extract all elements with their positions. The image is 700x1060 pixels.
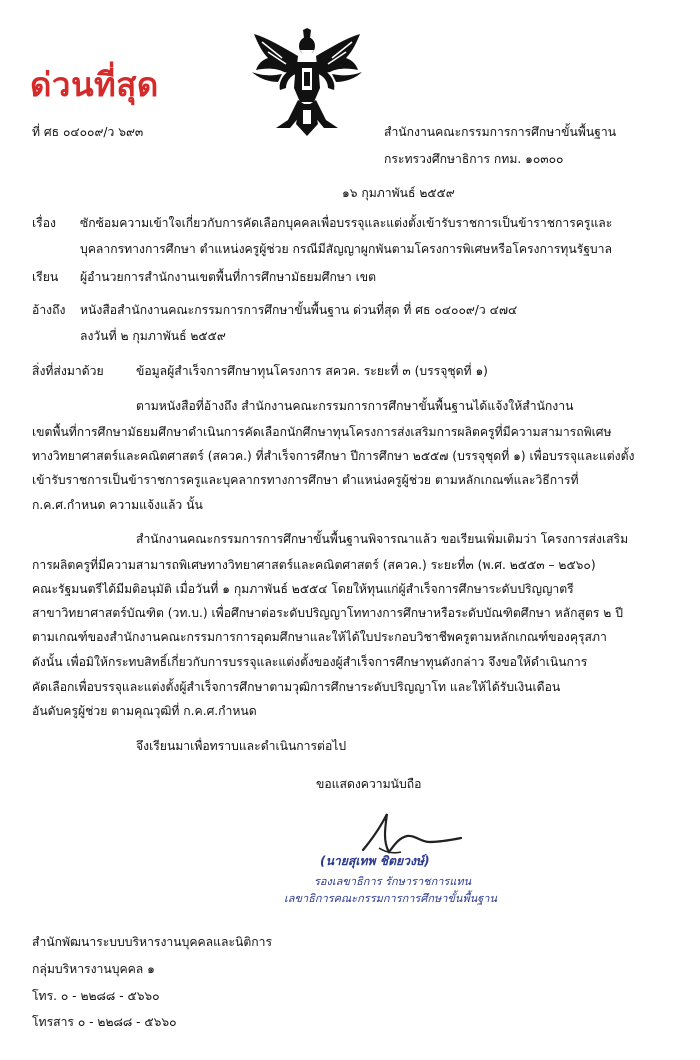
reference-number: ที่ ศธ ๐๔๐๐๙/ว ๖๙๓ bbox=[32, 125, 144, 139]
garuda-emblem-icon bbox=[248, 28, 366, 140]
office-address: กระทรวงศึกษาธิการ กทม. ๑๐๓๐๐ bbox=[384, 152, 564, 166]
subject-label: เรื่อง bbox=[32, 216, 56, 230]
office-name: สำนักงานคณะกรรมการการศึกษาขั้นพื้นฐาน bbox=[384, 125, 617, 139]
paragraph-2-line: การผลิตครูที่มีความสามารถพิเศษทางวิทยาศาสตร์และคณิตศาสตร์ (สควค.) ระยะที่๓ (พ.ศ. ๒๕๕๓ – ๒๕๖๐) bbox=[32, 558, 596, 572]
addressee-label: เรียน bbox=[32, 270, 59, 284]
paragraph-2-line: ดังนั้น เพื่อมิให้กระทบสิทธิ์เกี่ยวกับการบรรจุและแต่งตั้งของผู้สำเร็จการศึกษาทุนดังกล่าว จึงขอให้ดำเนินการ bbox=[32, 655, 588, 669]
paragraph-2-line: อันดับครูผู้ช่วย ตามคุณวุฒิที่ ก.ค.ศ.กำหนด bbox=[32, 704, 257, 718]
footer-fax: โทรสาร ๐ - ๒๒๘๘ - ๕๖๖๐ bbox=[32, 1015, 177, 1029]
subject-line-1: ซักซ้อมความเข้าใจเกี่ยวกับการคัดเลือกบุคคลเพื่อบรรจุและแต่งตั้งเข้ารับราชการเป็นข้าราชการครูและ bbox=[80, 216, 613, 230]
reference-line-2: ลงวันที่ ๒ กุมภาพันธ์ ๒๕๕๙ bbox=[80, 329, 226, 343]
paragraph-1-line: ทางวิทยาศาสตร์และคณิตศาสตร์ (สควค.) ที่สำเร็จการศึกษา ปีการศึกษา ๒๕๕๗ (บรรจุชุดที่ ๑) เพื่อบรรจุและแต่งตั้ง bbox=[32, 449, 635, 463]
footer-telephone: โทร. ๐ - ๒๒๘๘ - ๕๖๖๐ bbox=[32, 989, 160, 1003]
paragraph-2-line: คัดเลือกเพื่อบรรจุและแต่งตั้งผู้สำเร็จการศึกษาตามวุฒิการศึกษาระดับปริญญาโท และให้ได้รับเงินเดือน bbox=[32, 680, 561, 694]
urgent-stamp: ด่วนที่สุด bbox=[30, 65, 159, 104]
salutation: ขอแสดงความนับถือ bbox=[316, 777, 422, 791]
signer-name: (นายสุเทพ ชิตยวงษ์) bbox=[320, 854, 430, 868]
addressee: ผู้อำนวยการสำนักงานเขตพื้นที่การศึกษามัธยมศึกษา เขต bbox=[80, 270, 377, 284]
paragraph-1-line: ก.ค.ศ.กำหนด ความแจ้งแล้ว นั้น bbox=[32, 498, 203, 512]
paragraph-1-line: ตามหนังสือที่อ้างถึง สำนักงานคณะกรรมการการศึกษาขั้นพื้นฐานได้แจ้งให้สำนักงาน bbox=[136, 399, 574, 413]
closing-request: จึงเรียนมาเพื่อทราบและดำเนินการต่อไป bbox=[136, 739, 347, 753]
subject-line-2: บุคลากรทางการศึกษา ตำแหน่งครูผู้ช่วย กรณีมีสัญญาผูกพันตามโครงการพิเศษหรือโครงการทุนรัฐบาล bbox=[80, 242, 612, 256]
paragraph-1-line: เขตพื้นที่การศึกษามัธยมศึกษาดำเนินการคัดเลือกนักศึกษาทุนโครงการส่งเสริมการผลิตครูที่มีความสามารถพิเศษ bbox=[32, 425, 612, 439]
reference-line-1: หนังสือสำนักงานคณะกรรมการการศึกษาขั้นพื้นฐาน ด่วนที่สุด ที่ ศธ ๐๔๐๐๙/ว ๔๗๔ bbox=[80, 303, 518, 317]
reference-label: อ้างถึง bbox=[32, 303, 66, 317]
signer-title-2: เลขาธิการคณะกรรมการการศึกษาขั้นพื้นฐาน bbox=[284, 892, 497, 905]
letter-date: ๑๖ กุมภาพันธ์ ๒๕๕๙ bbox=[342, 186, 455, 200]
enclosure-label: สิ่งที่ส่งมาด้วย bbox=[32, 364, 104, 378]
paragraph-2-line: สำนักงานคณะกรรมการการศึกษาขั้นพื้นฐานพิจารณาแล้ว ขอเรียนเพิ่มเติมว่า โครงการส่งเสริม bbox=[136, 532, 629, 546]
enclosure-text: ข้อมูลผู้สำเร็จการศึกษาทุนโครงการ สควค. ระยะที่ ๓ (บรรจุชุดที่ ๑) bbox=[136, 364, 488, 378]
footer-group: กลุ่มบริหารงานบุคคล ๑ bbox=[32, 962, 155, 976]
signer-title-1: รองเลขาธิการ รักษาราชการแทน bbox=[314, 875, 472, 888]
paragraph-2-line: สาขาวิทยาศาสตร์บัณฑิต (วท.บ.) เพื่อศึกษาต่อระดับปริญญาโททางการศึกษาหรือระดับบัณฑิตศึกษา หลักสูตร ๒ ปี bbox=[32, 606, 623, 620]
paragraph-2-line: คณะรัฐมนตรีได้มีมติอนุมัติ เมื่อวันที่ ๑ กุมภาพันธ์ ๒๕๕๔ โดยให้ทุนแก่ผู้สำเร็จการศึกษาระดับปริญญาตรี bbox=[32, 582, 574, 596]
paragraph-2-line: ตามเกณฑ์ของสำนักงานคณะกรรมการการอุดมศึกษาและให้ได้ใบประกอบวิชาชีพครูตามหลักเกณฑ์ของคุรุสภา bbox=[32, 630, 607, 644]
paragraph-1-line: เข้ารับราชการเป็นข้าราชการครูและบุคลากรทางการศึกษา ตำแหน่งครูผู้ช่วย ตามหลักเกณฑ์และวิธีการที่ bbox=[32, 473, 579, 487]
footer-department: สำนักพัฒนาระบบบริหารงานบุคคลและนิติการ bbox=[32, 935, 273, 949]
